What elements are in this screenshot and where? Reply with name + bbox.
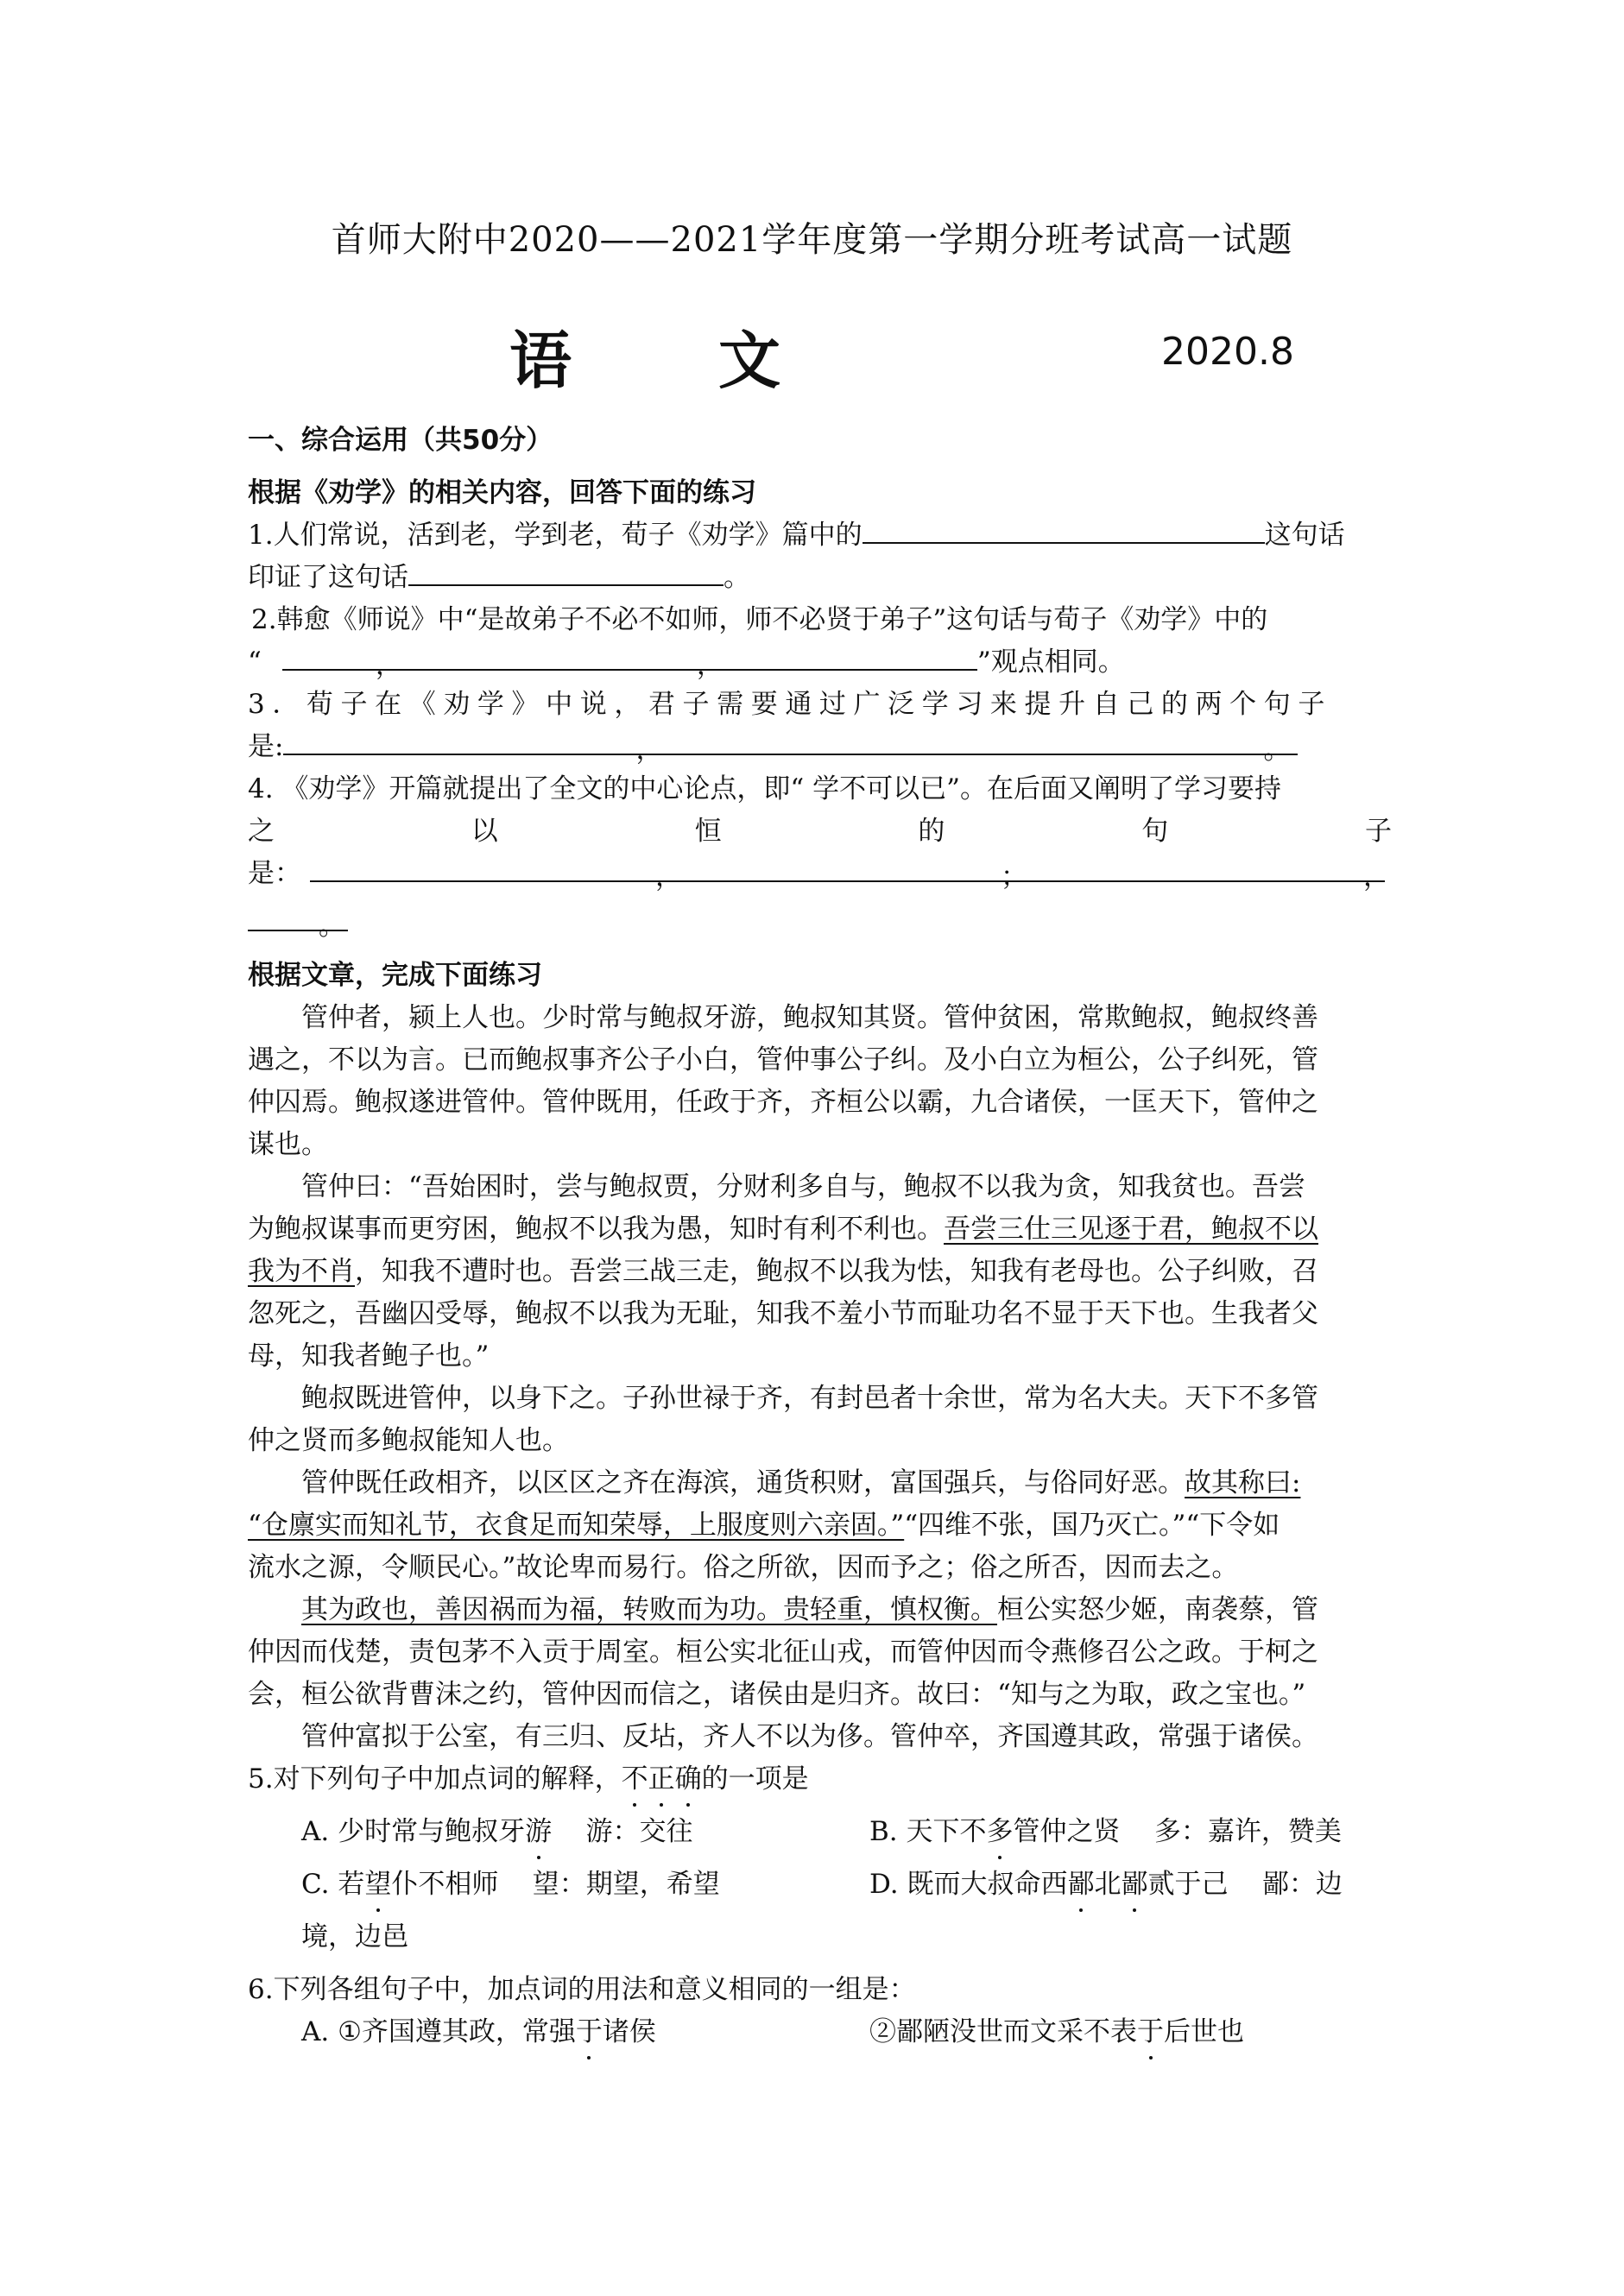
q6-option-a-s1: [301, 2011, 656, 2053]
option-text: 若: [338, 1869, 365, 1900]
q3-comma: ，: [635, 735, 663, 766]
option-text: 诸侯: [602, 2016, 656, 2047]
q4-char: 的: [918, 816, 945, 847]
passage-text: 桓公实怒少姬，南袭蔡，管: [997, 1594, 1318, 1625]
q4-end: 。: [319, 911, 345, 942]
exam-date: 2020.8: [1161, 330, 1294, 374]
q4-comma-1: ，: [655, 861, 682, 893]
dotted-char: 鄙: [1121, 1864, 1147, 1906]
q2-close: ”观点相同。: [976, 647, 1125, 678]
q5-options-row-1: [248, 1811, 1392, 1853]
option-text: 少时常与鲍叔牙: [338, 1816, 526, 1847]
q5-option-b[interactable]: [869, 1811, 1342, 1853]
emphasis-char: 确: [675, 1758, 702, 1801]
passage-line: 母，知我者鲍子也。”: [248, 1340, 490, 1372]
passage-line: [248, 1462, 1392, 1504]
option-gloss: 游：交往: [585, 1816, 693, 1847]
question-2: [248, 599, 1392, 641]
passage-line: 仲因而伐楚，责包茅不入贡于周室。桓公实北征山戎，而管仲因而令燕修召公之政。于柯之: [248, 1637, 1318, 1668]
subject-char-2: 文: [718, 325, 781, 397]
passage-line: 谋也。: [248, 1129, 328, 1160]
q2-answer-blank[interactable]: [282, 643, 977, 681]
q4-char: 之: [248, 816, 275, 847]
option-gloss: 鄙：边: [1261, 1869, 1343, 1900]
passage-line: 遇之，不以为言。已而鲍叔事齐公子小白，管仲事公子纠。及小白立为桓公，公子纠死，管: [248, 1044, 1318, 1075]
passage-line: 管仲者，颍上人也。少时常与鲍叔牙游，鲍叔知其贤。管仲贫困，常欺鲍叔，鲍叔终善: [301, 1002, 1318, 1033]
part1-heading: 根据《劝学》的相关内容，回答下面的练习: [248, 477, 756, 508]
q4-answer-blank-2[interactable]: [248, 904, 348, 942]
passage-text: “四维不张，国乃灭亡。”“下令如: [904, 1510, 1280, 1541]
option-label: A.: [301, 1816, 330, 1847]
q5-options-row-2: [248, 1864, 1392, 1906]
question-4: [248, 768, 1392, 811]
passage-text: 为鲍叔谋事而更穷困，鲍叔不以我为愚，知时有利不利也。: [248, 1214, 944, 1245]
option-gloss: 多：嘉许，赞美: [1153, 1816, 1342, 1847]
question-1: [248, 514, 1392, 557]
dotted-char: 鄙: [1067, 1864, 1094, 1906]
q4-char: 恒: [694, 816, 722, 847]
subject-char-1: 语: [509, 325, 572, 397]
option-gloss: 望：期望，希望: [532, 1869, 720, 1900]
q5-option-d[interactable]: [869, 1864, 1343, 1906]
q4-char: 子: [1364, 816, 1392, 847]
q4-semicolon: ；: [1001, 861, 1027, 893]
q1-end: 。: [724, 562, 750, 593]
option-label: B.: [869, 1816, 898, 1847]
q5-stem-end: 的一项是: [701, 1763, 809, 1795]
question-3-cont: [248, 726, 1392, 768]
q5-option-a[interactable]: [301, 1811, 693, 1853]
underlined-sentence: 其为政也，善因祸而为福，转败而为功。贵轻重，慎权衡。: [301, 1594, 997, 1625]
question-4-end: [248, 902, 1392, 944]
passage-line: [248, 1251, 1392, 1293]
q3-text-b: 是:: [248, 731, 284, 762]
q3-answer-blank[interactable]: [283, 728, 1298, 766]
q5-stem: 5.对下列句子中加点词的解释，: [248, 1763, 622, 1795]
option-text: ①齐国遵其政，常强: [338, 2016, 576, 2047]
passage-text: 管仲既任政相齐，以区区之齐在海滨，通货积财，富国强兵，与俗同好恶。: [301, 1467, 1185, 1498]
question-2-cont: [248, 641, 1392, 684]
exam-content: [248, 419, 1392, 2053]
passage-line: 会，桓公欲背曹沫之约，管仲因而信之，诸侯由是归齐。故曰：“知与之为取，政之宝也。”: [248, 1679, 1306, 1710]
question-5: [248, 1758, 1392, 1801]
passage-line: 管仲曰：“吾始困时，尝与鲍叔贾，分财利多自与，鲍叔不以我为贪，知我贫也。吾尝: [301, 1171, 1305, 1202]
passage-line: 仲之贤而多鲍叔能知人也。: [248, 1425, 569, 1456]
passage-line: 仲囚焉。鲍叔遂进管仲。管仲既用，任政于齐，齐桓公以霸，九合诸侯，一匡天下，管仲之: [248, 1087, 1318, 1118]
passage-line: 流水之源，令顺民心。”故论卑而易行。俗之所欲，因而予之；俗之所否，因而去之。: [248, 1552, 1239, 1583]
option-text: 天下不: [906, 1816, 987, 1847]
dotted-char: 望: [364, 1864, 391, 1906]
emphasis-char: 不: [622, 1758, 648, 1801]
underlined-sentence: “仓廪实而知礼节，衣食足而知荣辱，上服度则六亲固。”: [248, 1510, 905, 1541]
q1-text-c: 印证了这句话: [248, 562, 408, 593]
passage-line: [248, 1589, 1392, 1631]
question-1-cont: [248, 557, 1392, 599]
q1-answer-blank-1[interactable]: [863, 516, 1265, 544]
passage-text: ，知我不遭时也。吾尝三战三走，鲍叔不以我为怯，知我有老母也。公子纠败，召: [355, 1256, 1318, 1287]
section-title: 一、综合运用（共50分）: [248, 425, 553, 456]
option-text: 北: [1094, 1869, 1122, 1900]
passage-line: 管仲富拟于公室，有三归、反坫，齐人不以为侈。管仲卒，齐国遵其政，常强于诸侯。: [301, 1721, 1318, 1752]
question-4-spread: [248, 811, 1392, 853]
passage: [248, 997, 1392, 1758]
option-label: A.: [301, 2016, 330, 2047]
underlined-sentence: 我为不肖: [248, 1256, 355, 1287]
option-gloss-cont: 境，边邑: [301, 1921, 408, 1952]
q4-text: 4. 《劝学》开篇就提出了全文的中心论点，即“ 学不可以已”。在后面又阐明了学习要持: [248, 773, 1281, 804]
emphasis-char: 正: [648, 1758, 675, 1801]
q5-option-c[interactable]: [301, 1864, 720, 1906]
q1-text: 1.人们常说，活到老，学到老，荀子《劝学》篇中的: [248, 520, 863, 551]
q2-comma-1: ，: [375, 650, 402, 681]
q1-text-b: 这句话: [1264, 520, 1345, 551]
q1-answer-blank-2[interactable]: [408, 558, 724, 586]
q4-text-b: 是：: [248, 858, 301, 889]
dotted-char: 于: [1137, 2011, 1164, 2053]
passage-line: 忽死之，吾幽囚受辱，鲍叔不以我为无耻，知我不羞小节而耻功名不显于天下也。生我者父: [248, 1298, 1318, 1329]
option-text: 既而大叔命西: [907, 1869, 1068, 1900]
q4-char: 句: [1141, 816, 1169, 847]
underlined-sentence: 吾尝三仕三见逐于君，鲍叔不以: [944, 1214, 1318, 1245]
option-text: 管仲之贤: [1013, 1816, 1121, 1847]
dotted-char: 于: [576, 2011, 603, 2053]
question-4-cont: [248, 853, 1392, 895]
passage-line: [248, 1504, 1392, 1547]
passage-line: 鲍叔既进管仲，以身下之。子孙世禄于齐，有封邑者十余世，常为名大夫。天下不多管: [301, 1383, 1318, 1414]
q4-answer-blank-1[interactable]: [310, 855, 1390, 893]
option-label: C.: [301, 1869, 330, 1900]
question-6: 6.下列各组句子中，加点词的用法和意义相同的一组是：: [248, 1974, 916, 2005]
q2-open-quote: “: [248, 647, 262, 678]
q4-char: 以: [471, 816, 498, 847]
option-text: 贰于己: [1147, 1869, 1229, 1900]
passage-line: [248, 1208, 1392, 1251]
option-text: ②鄙陋没世而文采不表: [869, 2016, 1137, 2047]
dotted-char: 游: [525, 1811, 552, 1853]
exam-title: 首师大附中2020——2021学年度第一学期分班考试高一试题: [331, 220, 1293, 260]
underlined-sentence: 故其称曰:: [1185, 1467, 1301, 1498]
option-label: D.: [869, 1869, 899, 1900]
option-text: 仆不相师: [391, 1869, 499, 1900]
part2-heading: 根据文章，完成下面练习: [248, 960, 542, 991]
q5-option-d-cont: [248, 1916, 1392, 1959]
q3-end: 。: [1263, 735, 1291, 766]
question-3: [248, 684, 1392, 726]
q4-comma-2: ，: [1363, 861, 1390, 893]
q6-option-a[interactable]: [248, 2011, 1392, 2053]
q2-comma-2: ，: [696, 650, 724, 681]
dotted-char: 多: [987, 1811, 1014, 1853]
q2-text: 2.韩愈《师说》中“是故弟子不必不如师，师不必贤于弟子”这句话与荀子《劝学》中的: [251, 604, 1268, 635]
option-text: 后世也: [1164, 2016, 1244, 2047]
q3-text: 3．荀子在《劝学》中说，君子需要通过广泛学习来提升自己的两个句子: [248, 689, 1332, 720]
q6-option-a-s2: [869, 2011, 1244, 2053]
